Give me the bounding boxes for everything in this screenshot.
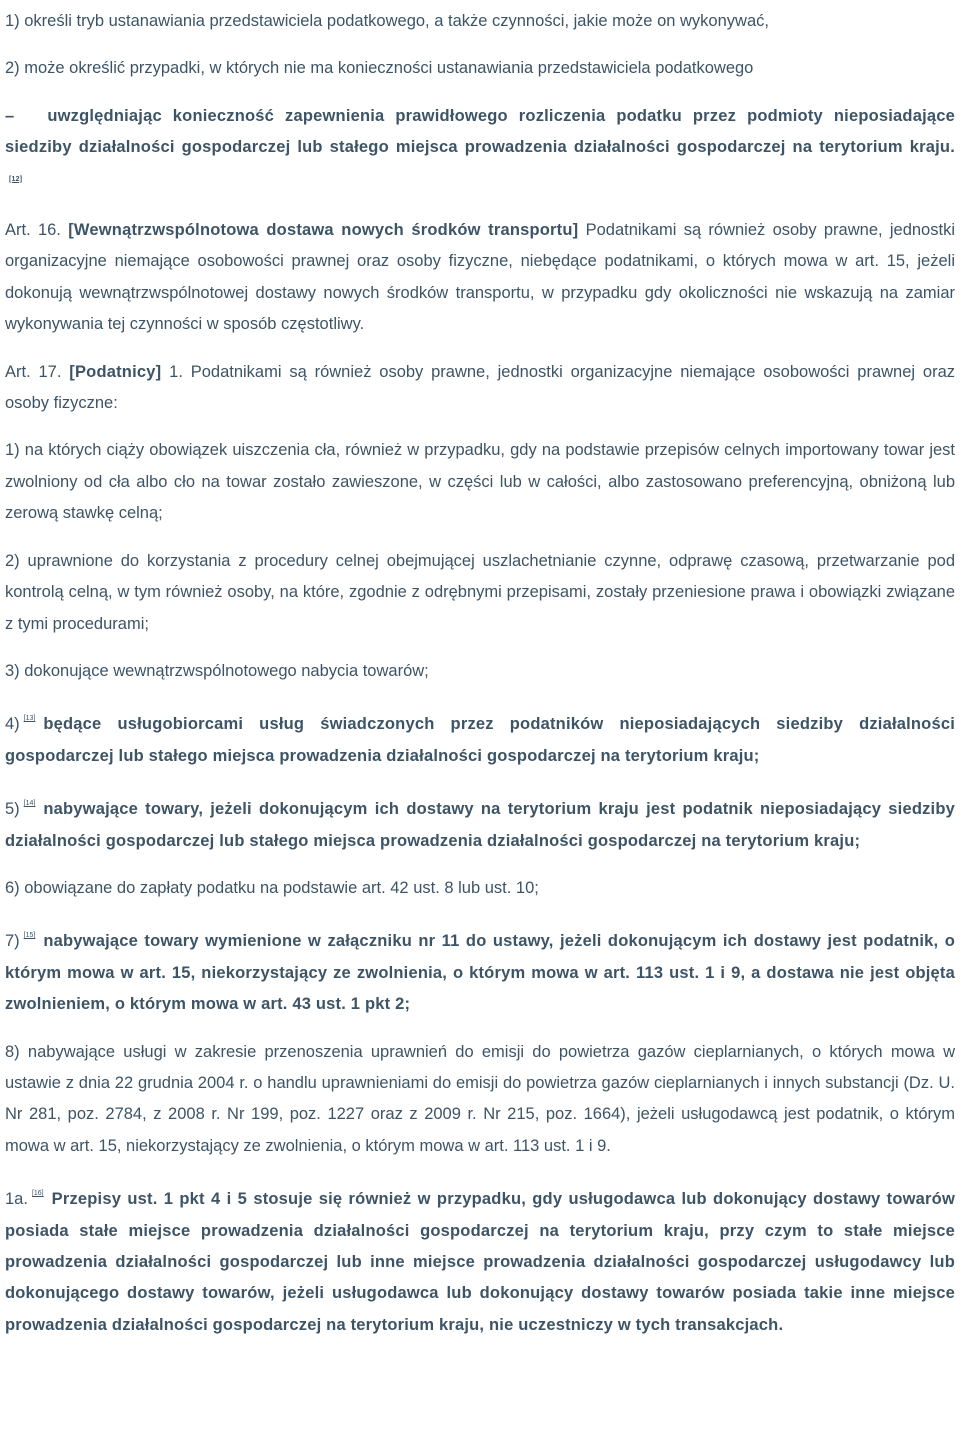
article-16: [5, 215, 955, 341]
item-2: 2) uprawnione do korzystania z procedury celnej obejmującej uszlachetnianie czynne, odprawę czasową, przetwarzanie pod kontrolą celną, w tym również osoby, na które, zgodnie z odrębnymi przepisami, zostały przeniesione prawa i obowiązki związane z tymi procedurami;: [5, 551, 955, 633]
paragraph-3: [5, 101, 955, 201]
item-7: [5, 920, 955, 1020]
paragraph-1a: [5, 1178, 955, 1341]
paragraph-1a-text: Przepisy ust. 1 pkt 4 i 5 stosuje się również w przypadku, gdy usługodawca lub dokonujący dostawy towarów posiada stałe miejsce prowadzenia działalności gospodarczej na terytorium kraju, przy czym to stałe miejsce prowadzenia działalności gospodarczej lub inne miejsce prowadzenia działalności gospodarczej usługodawcy lub dokonującego dostawy towarów, jeżeli usługodawca lub dokonujący dostawy towarów posiada takie inne miejsce prowadzenia działalności gospodarczej na terytorium kraju, nie uczestniczy w tych transakcjach.: [5, 1190, 955, 1334]
item-1: 1) na których ciąży obowiązek uiszczenia cła, również w przypadku, gdy na podstawie przepisów celnych importowany towar jest zwolniony od cła albo cło na towar zostało zawieszone, w części lub w całości, albo zastosowano preferencyjną, obniżoną lub zerową stawkę celną;: [5, 441, 955, 523]
footnote-ref-13[interactable]: [13]: [23, 715, 36, 723]
item-7-number: 7): [5, 932, 20, 951]
item-4: [5, 703, 955, 772]
paragraph-1a-number: 1a.: [5, 1190, 28, 1209]
paragraph-2: 2) może określić przypadki, w których nie ma konieczności ustanawiania przedstawiciela podatkowego: [5, 59, 754, 78]
footnote-ref-12[interactable]: [12]: [9, 175, 23, 183]
item-8: 8) nabywające usługi w zakresie przenoszenia uprawnień do emisji do powietrza gazów cieplarnianych, o których mowa w ustawie z dnia 22 grudnia 2004 r. o handlu uprawnieniami do emisji do powietrza gazów cieplarnianych i innych substancji (Dz. U. Nr 281, poz. 2784, z 2008 r. Nr 199, poz. 1227 oraz z 2009 r. Nr 215, poz. 1664), jeżeli usługodawcą jest podatnik, o którym mowa w art. 15, niekorzystający ze zwolnienia, o którym mowa w art. 113 ust. 1 i 9.: [5, 1042, 955, 1155]
article-17-title: [Podatnicy]: [69, 362, 162, 381]
article-17: [5, 357, 955, 420]
item-4-number: 4): [5, 715, 20, 734]
article-16-label: Art. 16.: [5, 221, 61, 240]
item-5-text: nabywające towary, jeżeli dokonującym ich dostawy na terytorium kraju jest podatnik nieposiadający siedziby działalności gospodarczej lub stałego miejsca prowadzenia działalności gospodarczej na terytorium kraju;: [5, 800, 955, 850]
article-17-label: Art. 17.: [5, 362, 62, 381]
footnote-ref-15[interactable]: [15]: [23, 932, 36, 940]
dash: –: [5, 106, 15, 125]
item-5-number: 5): [5, 800, 20, 819]
footnote-ref-16[interactable]: [16]: [31, 1190, 44, 1198]
item-3: 3) dokonujące wewnątrzwspólnotowego nabycia towarów;: [5, 661, 429, 680]
item-7-text: nabywające towary wymienione w załączniku nr 11 do ustawy, jeżeli dokonującym ich dostawy jest podatnik, o którym mowa w art. 15, niekorzystający ze zwolnienia, o którym mowa w art. 113 ust. 1 i 9, a dostawa nie jest objęta zwolnieniem, o którym mowa w art. 43 ust. 1 pkt 2;: [5, 932, 955, 1014]
paragraph-1: 1) określi tryb ustanawiania przedstawiciela podatkowego, a także czynności, jakie może on wykonywać,: [5, 12, 769, 30]
item-6: 6) obowiązane do zapłaty podatku na podstawie art. 42 ust. 8 lub ust. 10;: [5, 878, 539, 897]
paragraph-3-text: uwzględniając konieczność zapewnienia prawidłowego rozliczenia podatku przez podmioty nieposiadające siedziby działalności gospodarczej lub stałego miejsca prowadzenia działalności gospodarczej na terytorium kraju.: [5, 106, 955, 157]
item-5: [5, 788, 955, 857]
article-17-text: 1. Podatnikami są również osoby prawne, jednostki organizacyjne niemające osobowości prawnej oraz osoby fizyczne:: [5, 362, 955, 413]
article-16-text: Podatnikami są również osoby prawne, jednostki organizacyjne niemające osobowości prawnej oraz osoby fizyczne, niebędące podatnikami, o których mowa w art. 15, jeżeli dokonują wewnątrzwspólnotowej dostawy nowych środków transportu, w przypadku gdy okoliczności nie wskazują na zamiar wykonywania tej czynności w sposób częstotliwy.: [5, 221, 955, 334]
article-16-title: [Wewnątrzwspólnotowa dostawa nowych środków transportu]: [68, 221, 579, 240]
footnote-ref-14[interactable]: [14]: [23, 800, 36, 808]
item-4-text: będące usługobiorcami usług świadczonych przez podatników nieposiadających siedziby działalności gospodarczej lub stałego miejsca prowadzenia działalności gospodarczej na terytorium kraju;: [5, 715, 955, 765]
